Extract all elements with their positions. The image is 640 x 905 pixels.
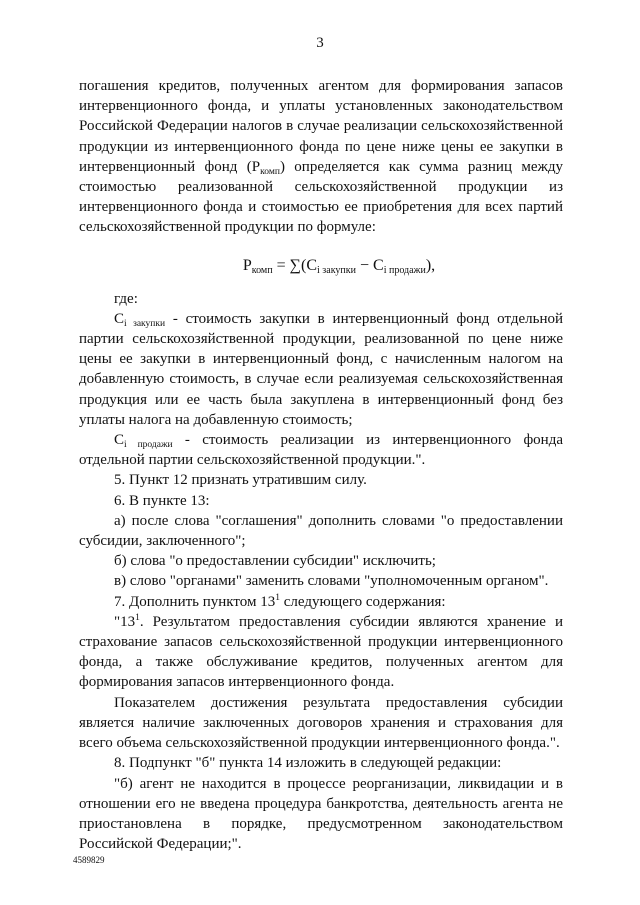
symbol-c: С: [114, 432, 125, 449]
item-8: 8. Подпункт "б" пункта 14 изложить в следующей редакции:: [114, 755, 502, 772]
paragraph-repayment: [79, 76, 563, 238]
paragraph-13-1-text: . Результатом предоставления субсидии являются хранение и страхование запасов сельскохозяйственной продукции интервенционного фонда, а также обслуживание кредитов, полученных агентом для формирования запасов интервенционного фонда.: [79, 613, 563, 691]
footer-code: 4589829: [73, 855, 105, 865]
subscript-komp: комп: [260, 166, 280, 177]
formula-lhs: Р: [242, 256, 252, 274]
item-8b: "б) агент не находится в процессе реорганизации, ликвидации и в отношении его не введена процедура банкротства, деятельность агента не приостановлена в порядке, предусмотренном законодательством Российской Федерации;".: [79, 775, 563, 853]
item-6a: а) после слова "соглашения" дополнить словами "о предоставлении субсидии, заключенного";: [79, 512, 563, 550]
formula-lhs-sub: комп: [251, 264, 273, 276]
definition-sale: [79, 430, 563, 470]
document-body: [79, 76, 563, 854]
item-6: 6. В пункте 13:: [114, 492, 210, 509]
subscript-purchase: i закупки: [124, 318, 166, 329]
where-label: где:: [114, 290, 138, 307]
formula-sub-purchase: i закупки: [317, 264, 356, 276]
formula-minus: − С: [355, 256, 384, 274]
paragraph-text: погашения кредитов, полученных агентом для формирования запасов интервенционного фонда, и уплаты установленных законодательством Российской Федерации налогов в случае реализации сельскохозяйственной продукции из интервенционного фонда по цене ниже цены ее закупки в интервенционный фонд (Р: [79, 78, 563, 175]
item-6c: в) слово "органами" заменить словами "уполномоченным органом".: [114, 573, 549, 590]
item-7: [79, 592, 563, 612]
superscript-1: 1: [275, 592, 280, 603]
item-7-text: 7. Дополнить пунктом 13: [114, 593, 276, 610]
page-number: 3: [316, 35, 324, 51]
superscript-1: 1: [135, 612, 140, 623]
item-7-tail: следующего содержания:: [279, 593, 446, 610]
paragraph-13-1: [79, 612, 563, 693]
formula: [79, 255, 563, 277]
formula-end: ),: [425, 256, 436, 274]
subscript-sale: i продажи: [124, 440, 173, 451]
symbol-c: С: [114, 310, 125, 327]
definition-text: - стоимость реализации из интервенционного фонда отдельной партии сельскохозяйственной продукции.".: [79, 432, 563, 469]
formula-sub-sale: i продажи: [383, 264, 426, 276]
paragraph-13-1-open: "13: [114, 613, 136, 630]
formula-sum: = ∑(С: [272, 256, 318, 274]
definition-text: - стоимость закупки в интервенционный фонд отдельной партии сельскохозяйственной продукции, реализованной по цене ниже цены ее закупки в интервенционный фонд, с начисленным налогом на добавленную стоимость, в случае если реализуемая сельскохозяйственная продукция или ее часть была закуплена в интервенционный фонд без уплаты налога на добавленную стоимость;: [79, 310, 563, 428]
item-6b: б) слова "о предоставлении субсидии" исключить;: [114, 553, 436, 570]
paragraph-text-tail: ) определяется как сумма разниц между стоимостью реализованной сельскохозяйственной продукции из интервенционного фонда и стоимостью ее приобретения для всех партий сельскохозяйственной продукции по формуле:: [79, 158, 563, 236]
paragraph-indicator: Показателем достижения результата предоставления субсидии является наличие заключенных договоров хранения и страхования для всего объема сельскохозяйственной продукции интервенционного фонда.".: [79, 694, 563, 752]
item-5: 5. Пункт 12 признать утратившим силу.: [114, 472, 367, 489]
definition-purchase: [79, 309, 563, 430]
